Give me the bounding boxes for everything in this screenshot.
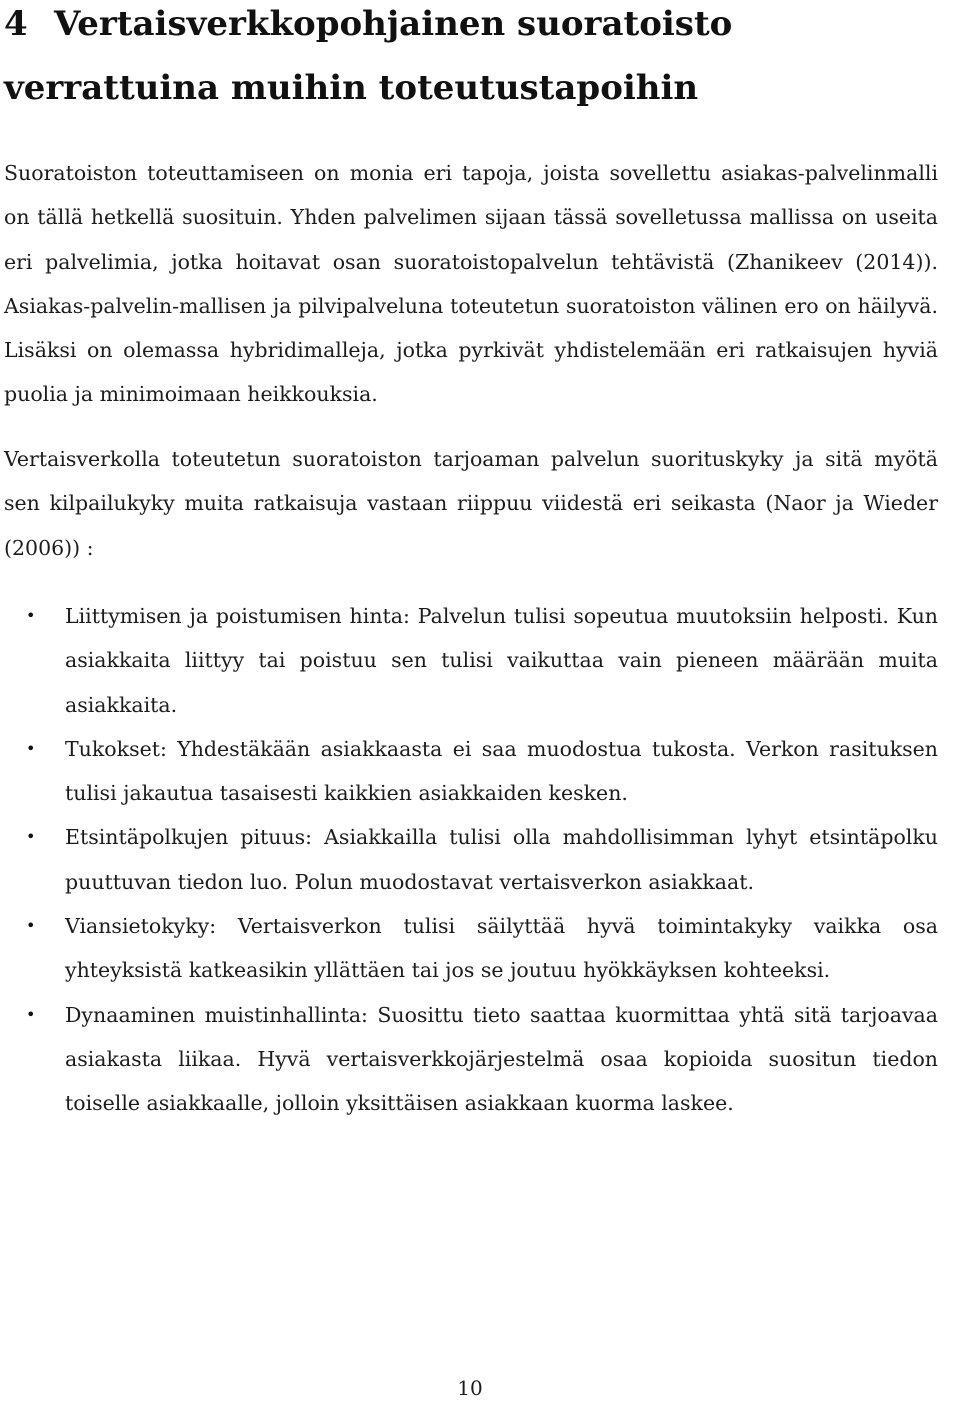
bullet-icon: •: [26, 916, 36, 936]
list-item: [0, 594, 938, 727]
paragraph-intro: Suoratoiston toteuttamiseen on monia eri tapoja, joista sovellettu asiakas-palvelinmalli on tällä hetkellä suosituin. Yhden palvelimen sijaan tässä sovelletussa mallissa on useita eri palvelimia, jotka hoitavat osan suoratoistopalvelun tehtävistä (Zhanikeev (2014)). Asiakas-palvelin-mallisen ja pilvipalveluna toteutetun suoratoiston välinen ero on häilyvä. Lisäksi on olemassa hybridimalleja, jotka pyrkivät yhdistelemään eri ratkaisujen hyviä puolia ja minimoimaan heikkouksia.: [4, 161, 938, 407]
list-item: [0, 727, 938, 816]
section-title: Vertaisverkkopohjainen suoratoisto verrattuina muihin toteutustapoihin: [4, 4, 733, 108]
section-number: 4: [4, 4, 28, 44]
section-heading: [4, 0, 944, 120]
feature-list: [0, 594, 938, 1126]
bullet-icon: •: [26, 606, 36, 625]
list-item-text: Dynaaminen muistinhallinta: Suosittu tieto saattaa kuormittaa yhtä sitä tarjoavaa asiakasta liikaa. Hyvä vertaisverkkojärjestelmä osaa kopioida suositun tiedon toiselle asiakkaalle, jolloin yksittäisen asiakkaan kuorma laskee.: [65, 1002, 938, 1116]
list-item: [0, 993, 938, 1126]
list-item-text: Liittymisen ja poistumisen hinta: Palvelun tulisi sopeutua muutoksiin helposti. Kun asiakkaita liittyy tai poistuu sen tulisi vaikuttaa vain pieneen määrään muita asiakkaita.: [65, 604, 938, 717]
list-item: [0, 815, 938, 904]
list-item-text: Viansietokyky: Vertaisverkon tulisi säilyttää hyvä toimintakyky vaikka osa yhteyksistä katkeasikin yllättäen tai jos se joutuu hyökkäyksen kohteeksi.: [65, 914, 938, 983]
bullet-icon: •: [26, 827, 36, 847]
paragraph-performance: Vertaisverkolla toteutetun suoratoiston tarjoaman palvelun suorituskyky ja sitä myötä sen kilpailukyky muita ratkaisuja vastaan riippuu viidestä eri seikasta (Naor ja Wieder (2006)) :: [4, 447, 938, 560]
bullet-icon: •: [26, 738, 36, 758]
bullet-icon: •: [26, 1004, 36, 1024]
list-item-text: Etsintäpolkujen pituus: Asiakkailla tulisi olla mahdollisimman lyhyt etsintäpolku puuttuvan tiedon luo. Polun muodostavat vertaisverkon asiakkaat.: [65, 825, 938, 894]
list-item: [0, 904, 938, 993]
list-item-text: Tukokset: Yhdestäkään asiakkaasta ei saa muodostua tukosta. Verkon rasituksen tulisi jakautua tasaisesti kaikkien asiakkaiden kesken.: [65, 736, 938, 806]
page-number: 10: [457, 1376, 483, 1400]
